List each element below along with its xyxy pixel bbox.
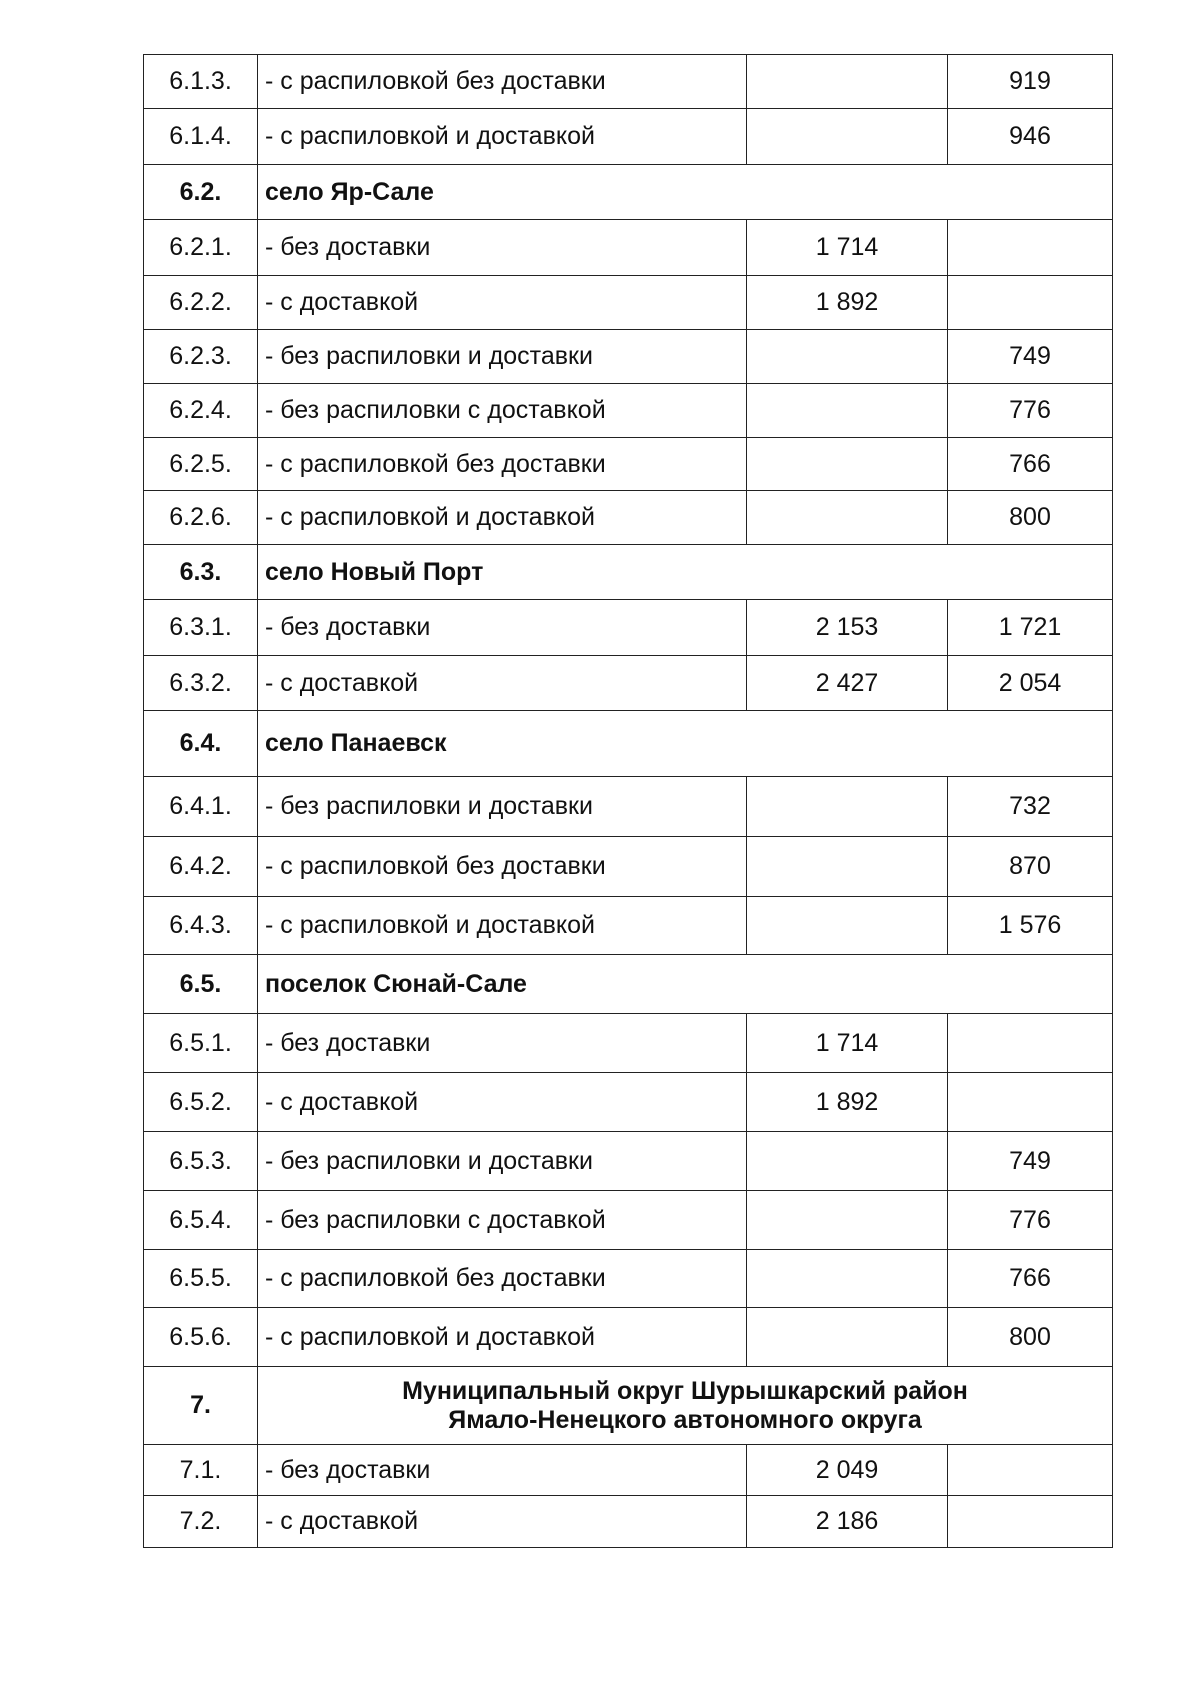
table-row (144, 837, 1113, 897)
row-number: 6.5.5. (144, 1250, 258, 1308)
row-number: 6.2.2. (144, 276, 258, 330)
table-row (144, 438, 1113, 491)
row-value-2: 919 (948, 55, 1113, 109)
row-value-2: 749 (948, 1132, 1113, 1191)
row-description: - с распиловкой и доставкой (258, 1308, 747, 1367)
row-value-1 (747, 438, 948, 491)
table-row (144, 330, 1113, 384)
table-row (144, 491, 1113, 545)
row-description: - без распиловки и доставки (258, 777, 747, 837)
district-number: 7. (144, 1367, 258, 1445)
price-table-body (144, 55, 1113, 1548)
table-row (144, 220, 1113, 276)
row-description: - с доставкой (258, 276, 747, 330)
row-value-1: 2 153 (747, 600, 948, 656)
row-number: 6.1.4. (144, 109, 258, 165)
row-number: 6.4.2. (144, 837, 258, 897)
row-value-2: 776 (948, 384, 1113, 438)
row-value-1 (747, 491, 948, 545)
row-value-1 (747, 109, 948, 165)
row-description: - без доставки (258, 600, 747, 656)
table-row (144, 1073, 1113, 1132)
row-number: 6.3.2. (144, 656, 258, 711)
row-value-2 (948, 220, 1113, 276)
section-title: село Панаевск (258, 711, 1113, 777)
section-number: 6.5. (144, 955, 258, 1014)
row-value-1 (747, 897, 948, 955)
row-value-2: 946 (948, 109, 1113, 165)
row-number: 7.1. (144, 1445, 258, 1496)
row-description: - без доставки (258, 220, 747, 276)
table-row (144, 777, 1113, 837)
row-value-2: 749 (948, 330, 1113, 384)
row-description: - с распиловкой без доставки (258, 55, 747, 109)
row-number: 6.3.1. (144, 600, 258, 656)
row-number: 6.5.2. (144, 1073, 258, 1132)
section-title: поселок Сюнай-Сале (258, 955, 1113, 1014)
row-description: - без распиловки и доставки (258, 330, 747, 384)
row-description: - без распиловки с доставкой (258, 1191, 747, 1250)
row-value-1 (747, 1132, 948, 1191)
row-description: - без распиловки с доставкой (258, 384, 747, 438)
table-row (144, 384, 1113, 438)
section-header-row (144, 955, 1113, 1014)
row-value-1 (747, 777, 948, 837)
row-number: 6.1.3. (144, 55, 258, 109)
row-number: 6.5.6. (144, 1308, 258, 1367)
section-number: 6.2. (144, 165, 258, 220)
row-value-2 (948, 276, 1113, 330)
section-header-row (144, 545, 1113, 600)
row-value-2: 766 (948, 1250, 1113, 1308)
row-value-1 (747, 1250, 948, 1308)
price-table (143, 54, 1113, 1548)
row-description: - с распиловкой без доставки (258, 1250, 747, 1308)
row-number: 6.4.3. (144, 897, 258, 955)
row-value-1: 2 049 (747, 1445, 948, 1496)
row-number: 6.2.6. (144, 491, 258, 545)
row-value-1: 1 714 (747, 1014, 948, 1073)
row-value-2 (948, 1014, 1113, 1073)
table-row (144, 1308, 1113, 1367)
district-title-line: Ямало-Ненецкого автономного округа (448, 1405, 922, 1434)
section-header-row (144, 711, 1113, 777)
table-row (144, 1132, 1113, 1191)
table-row (144, 1014, 1113, 1073)
table-row (144, 109, 1113, 165)
row-value-2: 870 (948, 837, 1113, 897)
table-row (144, 1445, 1113, 1496)
row-value-2: 1 721 (948, 600, 1113, 656)
section-title: село Яр-Сале (258, 165, 1113, 220)
row-number: 6.5.4. (144, 1191, 258, 1250)
row-value-2 (948, 1073, 1113, 1132)
section-number: 6.4. (144, 711, 258, 777)
district-title-line: Муниципальный округ Шурышкарский район (402, 1376, 968, 1405)
row-value-2: 766 (948, 438, 1113, 491)
row-value-2: 732 (948, 777, 1113, 837)
table-row (144, 1250, 1113, 1308)
table-row (144, 1496, 1113, 1548)
row-value-2: 800 (948, 491, 1113, 545)
row-number: 6.5.1. (144, 1014, 258, 1073)
row-value-2 (948, 1496, 1113, 1548)
row-value-1 (747, 837, 948, 897)
district-title (258, 1367, 1113, 1445)
row-value-2: 800 (948, 1308, 1113, 1367)
row-value-1: 1 892 (747, 276, 948, 330)
row-value-1 (747, 1308, 948, 1367)
row-number: 6.5.3. (144, 1132, 258, 1191)
row-number: 7.2. (144, 1496, 258, 1548)
row-description: - без распиловки и доставки (258, 1132, 747, 1191)
table-row (144, 1191, 1113, 1250)
table-row (144, 55, 1113, 109)
section-header-row (144, 165, 1113, 220)
row-description: - без доставки (258, 1014, 747, 1073)
table-row (144, 656, 1113, 711)
row-value-1 (747, 55, 948, 109)
section-number: 6.3. (144, 545, 258, 600)
row-value-2: 2 054 (948, 656, 1113, 711)
table-row (144, 276, 1113, 330)
district-header-row (144, 1367, 1113, 1445)
row-value-2 (948, 1445, 1113, 1496)
row-value-1: 1 714 (747, 220, 948, 276)
row-description: - с доставкой (258, 1496, 747, 1548)
row-number: 6.2.4. (144, 384, 258, 438)
row-description: - с распиловкой и доставкой (258, 897, 747, 955)
row-value-1: 2 427 (747, 656, 948, 711)
row-description: - с распиловкой без доставки (258, 438, 747, 491)
row-description: - с распиловкой без доставки (258, 837, 747, 897)
section-title: село Новый Порт (258, 545, 1113, 600)
row-value-2: 776 (948, 1191, 1113, 1250)
row-value-2: 1 576 (948, 897, 1113, 955)
row-value-1 (747, 384, 948, 438)
table-row (144, 897, 1113, 955)
row-value-1: 1 892 (747, 1073, 948, 1132)
row-description: - с доставкой (258, 656, 747, 711)
row-value-1: 2 186 (747, 1496, 948, 1548)
row-description: - с распиловкой и доставкой (258, 491, 747, 545)
row-value-1 (747, 330, 948, 384)
row-number: 6.2.1. (144, 220, 258, 276)
row-description: - с распиловкой и доставкой (258, 109, 747, 165)
row-description: - без доставки (258, 1445, 747, 1496)
table-row (144, 600, 1113, 656)
row-number: 6.4.1. (144, 777, 258, 837)
row-description: - с доставкой (258, 1073, 747, 1132)
row-number: 6.2.5. (144, 438, 258, 491)
row-number: 6.2.3. (144, 330, 258, 384)
row-value-1 (747, 1191, 948, 1250)
